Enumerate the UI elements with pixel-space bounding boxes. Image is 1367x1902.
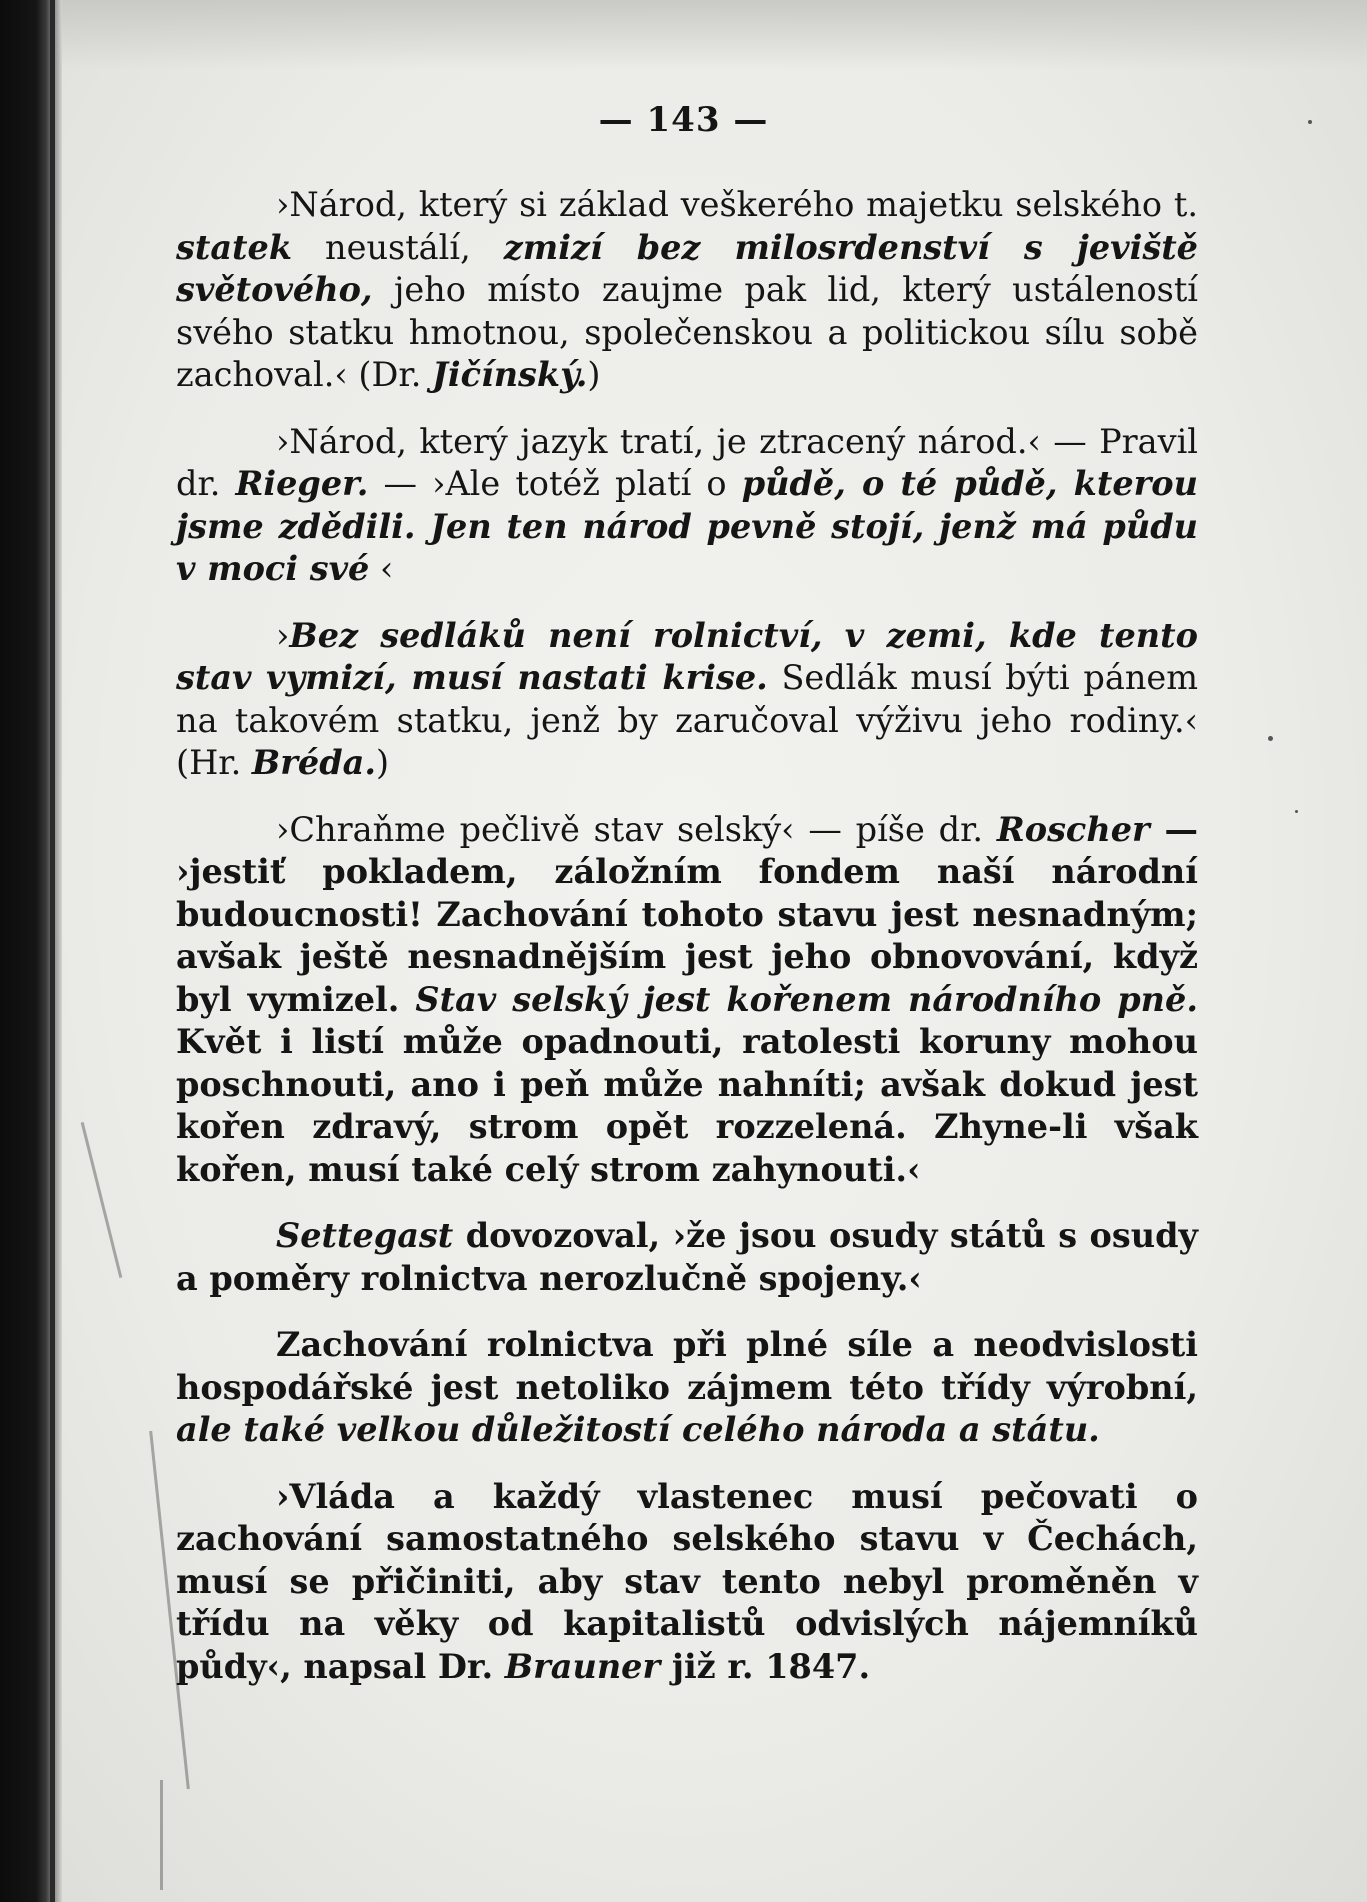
emphasized-text: Brauner bbox=[504, 1646, 661, 1686]
text-segment: jeho místo zaujme pak lid, který ustáleností svého statku hmotnou, společenskou a politickou sílu sobě zachoval.‹ (Dr. bbox=[176, 270, 1198, 394]
text-segment: Sedlák musí býti pánem na takovém statku, jenž by zaručoval výživu jeho rodiny.‹ (Hr. bbox=[176, 658, 1198, 782]
emphasized-text: zmizí bez milosrdenství s jeviště světového, bbox=[176, 227, 1198, 309]
text-segment: ‹ bbox=[369, 549, 394, 588]
paragraph bbox=[176, 809, 1198, 1192]
page-body bbox=[176, 184, 1198, 1712]
emphasized-text: Settegast bbox=[276, 1216, 454, 1255]
text-segment: ) bbox=[376, 743, 390, 782]
paragraph bbox=[176, 615, 1198, 785]
dust-speck bbox=[1268, 736, 1273, 741]
text-segment: ›Vláda a každý vlastenec musí pečovati o zachování samostatného selského stavu v Čechách, musí se přičiniti, aby stav tento nebyl proměněn v třídu na věky od kapitalistů odvislých nájemníků půdy‹, napsal Dr. bbox=[176, 1476, 1198, 1686]
paragraph bbox=[176, 184, 1198, 397]
text-segment: Zachování rolnictva při plné síle a neodvislosti hospodářské jest netoliko zájmem této třídy výrobní, bbox=[176, 1325, 1198, 1407]
paragraph bbox=[176, 1215, 1198, 1300]
text-segment: — ›Ale totéž platí o bbox=[368, 464, 742, 503]
text-segment: ) bbox=[587, 355, 601, 394]
text-segment: ›Národ, který si základ veškerého majetku selského t. bbox=[276, 185, 1198, 224]
paragraph bbox=[176, 1476, 1198, 1689]
emphasized-text: statek bbox=[176, 227, 293, 267]
text-segment: dovozoval, ›že jsou osudy států s osudy a poměry rolnictva nerozlučně spojeny.‹ bbox=[176, 1216, 1198, 1298]
emphasized-text: Rieger. bbox=[235, 464, 369, 503]
text-segment: ›Chraňme pečlivě stav selský‹ — píše dr. bbox=[276, 809, 997, 849]
text-segment: neustálí, bbox=[292, 227, 504, 267]
emphasized-text: Roscher bbox=[996, 809, 1150, 849]
gutter-scratch bbox=[160, 1780, 163, 1890]
paragraph bbox=[176, 1324, 1198, 1452]
emphasized-text: Jičínský. bbox=[432, 355, 588, 394]
emphasized-text: ale také velkou důležitostí celého národa a státu. bbox=[176, 1410, 1100, 1449]
spine-line bbox=[50, 0, 55, 1902]
paragraph bbox=[176, 421, 1198, 591]
text-segment: Květ i listí může opadnouti, ratolesti koruny mohou poschnouti, ano i peň může nahníti; avšak dokud jest kořen zdravý, strom opět rozzelená. Zhyne-li však kořen, musí také celý strom zahynouti.‹ bbox=[176, 1022, 1198, 1189]
text-segment: › bbox=[276, 615, 290, 655]
text-segment: — ›jestiť pokladem, záložním fondem naší národní budoucnosti! Zachování tohoto stavu jest nesnadným; avšak ještě nesnadnějším jest jeho obnovování, když byl vymizel. bbox=[176, 809, 1198, 1019]
emphasized-text: Bez sedláků není rolnictví, v zemi, kde tento stav vymizí, musí nastati krise. bbox=[176, 615, 1198, 697]
scan-top-shadow bbox=[62, 0, 1367, 70]
emphasized-text: půdě, o té půdě, kterou jsme zdědili. Jen ten národ pevně stojí, jenž má půdu v moci své bbox=[176, 464, 1198, 588]
emphasized-text: Bréda. bbox=[251, 743, 376, 782]
page-number: — 143 — bbox=[598, 100, 769, 140]
text-segment: ›Národ, který jazyk tratí, je ztracený národ.‹ — Pravil dr. bbox=[176, 421, 1198, 503]
dust-speck bbox=[1295, 810, 1298, 813]
emphasized-text: Stav selský jest kořenem národního pně. bbox=[415, 979, 1198, 1019]
text-segment: již r. 1847. bbox=[660, 1646, 871, 1686]
